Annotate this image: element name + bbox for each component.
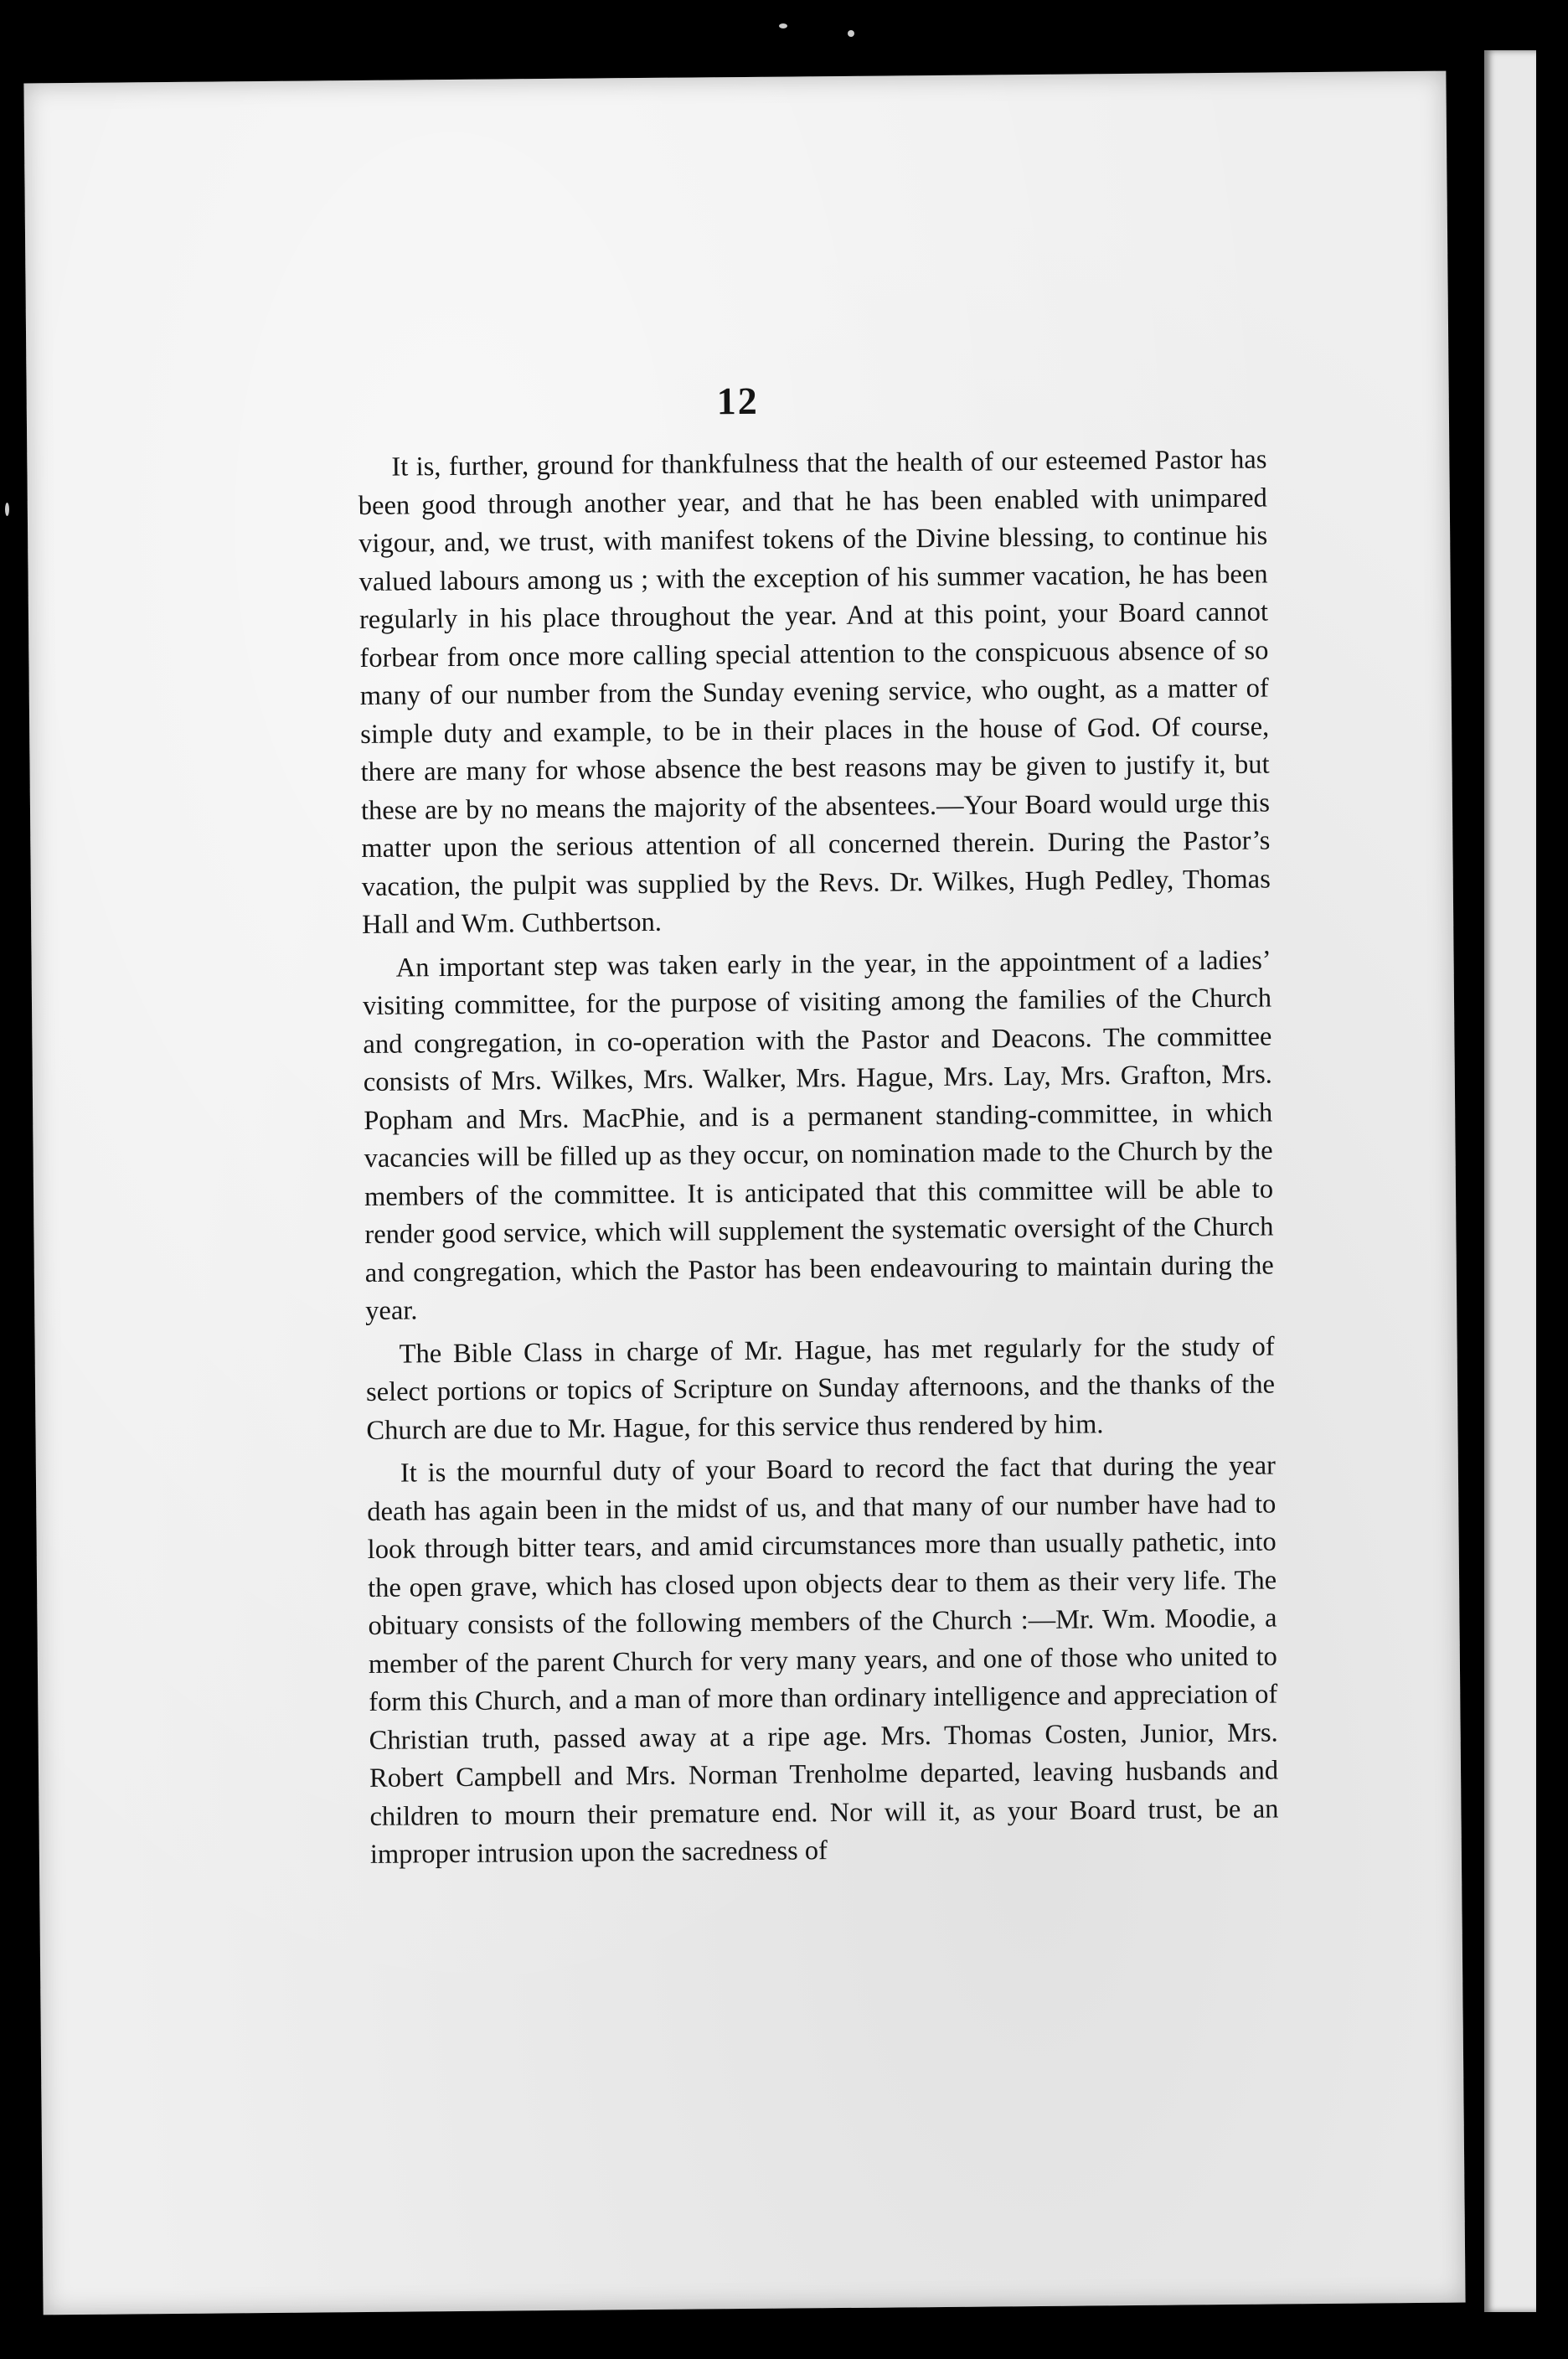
body-text	[358, 441, 1279, 1880]
paragraph-bible-class: The Bible Class in charge of Mr. Hague, has met regularly for the study of select portions or topics of Scripture on Sunday afternoons, and the thanks of the Church are due to Mr. Hague, for this service thus rendered by him.	[365, 1330, 1276, 1446]
page-number: 12	[716, 379, 759, 423]
adjacent-page-edge	[1484, 50, 1536, 2312]
paragraph-obituary: It is the mournful duty of your Board to record the fact that during the year death has again been in the midst of us, and that many of our number have had to look through bitter tears, and amid circumstances more than usually pathetic, into the open grave, which has closed upon objects dear to them as their very life. The obituary consists of the following members of the Church :—Mr. Wm. Moodie, a member of the parent Church for very many years, and one of those who united to form this Church, and a man of more than ordinary intelligence and appreciation of Christian truth, passed away at a ripe age. Mrs. Thomas Costen, Junior, Mrs. Robert Campbell and Mrs. Norman Trenholme departed, leaving husbands and children to mourn their premature end. Nor will it, as your Board trust, be an improper intrusion upon the sacredness of	[367, 1450, 1279, 1870]
scan-speck	[848, 30, 854, 37]
scan-speck	[779, 23, 787, 28]
document-page	[23, 71, 1465, 2315]
paragraph-pastor-health: It is, further, ground for thankfulness that the health of our esteemed Pastor has been good through another year, and that he has been enabled with unimpared vigour, and, we trust, with manifest tokens of the Divine blessing, to continue his valued labours among us ; with the exception of his summer vacation, he has been regularly in his place throughout the year. And at this point, your Board cannot forbear from once more calling special attention to the conspicuous absence of so many of our number from the Sunday evening service, who ought, as a matter of simple duty and example, to be in their places in the house of God. Of course, there are many for whose absence the best reasons may be given to justify it, but these are by no means the majority of the absentees.—Your Board would urge this matter upon the serious attention of all concerned therein. During the Pastor’s vacation, the pulpit was supplied by the Revs. Dr. Wilkes, Hugh Pedley, Thomas Hall and Wm. Cuthbertson.	[358, 444, 1271, 940]
paragraph-visiting-committee: An important step was taken early in the year, in the appointment of a ladies’ visiting committee, for the purpose of visiting among the families of the Church and congregation, in co-operation with the Pastor and Deacons. The committee consists of Mrs. Wilkes, Mrs. Walker, Mrs. Hague, Mrs. Lay, Mrs. Grafton, Mrs. Popham and Mrs. MacPhie, and is a permanent standing-committee, in which vacancies will be filled up as they occur, on nomination made to the Church by the members of the committee. It is anticipated that this committee will be able to render good service, which will supplement the systematic oversight of the Church and congregation, which the Pastor has been endeavouring to maintain during the year.	[362, 945, 1274, 1326]
scan-speck	[5, 503, 9, 516]
